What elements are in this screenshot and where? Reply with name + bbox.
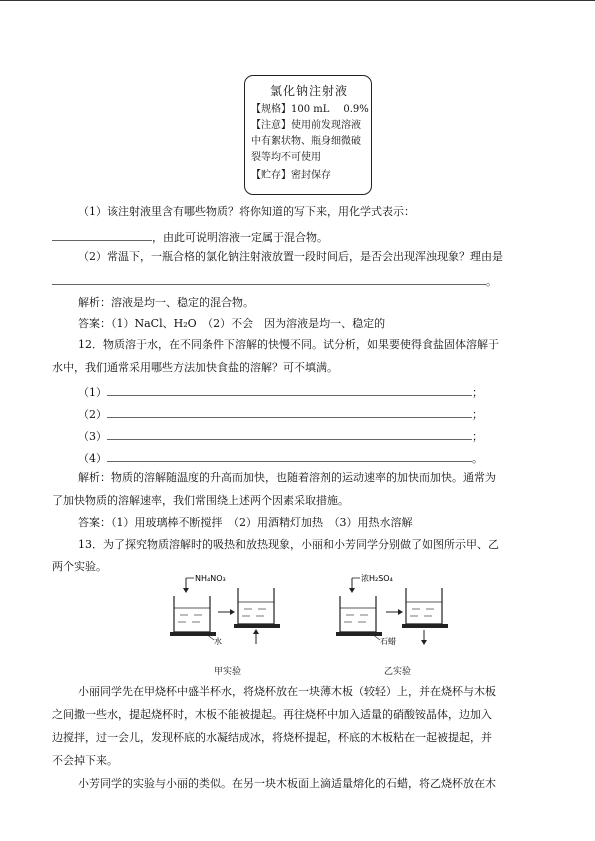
q13-para1-line2: 之间撒一些水，提起烧杯时，木板不能被提起。再往烧杯中加入适量的硝酸铵晶体，边加入: [52, 708, 492, 721]
board-left: [170, 632, 216, 636]
q2-answer-line: [52, 273, 497, 289]
transition-arrow-head: [230, 609, 235, 615]
q12-semicolon: ；: [472, 408, 483, 421]
q13-para2-line1: 小芳同学的实验与小丽的类似。在另一块木板面上滴适量熔化的石蜡，将乙烧杯放在木: [78, 777, 496, 790]
q11-answer: 答案：（1）NaCl、H₂O （2）不会 因为溶液是均一、稳定的: [78, 317, 386, 330]
beaker-right: [238, 588, 274, 624]
label-spec-value: 100 mL: [291, 104, 330, 115]
board-right: [234, 624, 280, 628]
q2-prompt: （2）常温下，一瓶合格的氯化钠注射液放置一段时间后，是否会出现浑浊现象？理由是: [78, 250, 503, 263]
q12-blank-label: （2）: [78, 408, 107, 421]
q12-blank-field[interactable]: [107, 384, 472, 396]
experiment-b-figure: [334, 568, 458, 660]
label-title: 氯化钠注射液: [269, 84, 348, 98]
lift-arrow-head: [253, 629, 259, 634]
fig-b-reagent: 浓H₂SO₄: [361, 574, 393, 583]
q2-blank[interactable]: [52, 273, 486, 285]
q12-blank-label: （1）: [78, 386, 107, 399]
q13-line2: 两个实验。: [52, 560, 107, 573]
fig-a-caption: 甲实验: [214, 667, 242, 677]
q12-analysis-line1: 解析：物质的溶解随温度的升高而加快，也随着溶剂的运动速率的加快而加快。通常为: [78, 471, 496, 484]
q12-answer: 答案：（1）用玻璃棒不断搅拌 （2）用酒精灯加热 （3）用热水溶解: [78, 516, 413, 529]
beaker-right: [406, 588, 442, 624]
q12-line1: 12．物质溶于水，在不同条件下溶解的快慢不同。试分析，如果要使得食盐固体溶解于: [78, 338, 499, 351]
label-caution-line1: 【注意】使用前发现溶液: [251, 120, 361, 131]
q12-line2: 水中，我们通常采用哪些方法加快食盐的溶解？可不填满。: [52, 361, 338, 374]
q13-para1-line1: 小丽同学先在甲烧杯中盛半杯水，将烧杯放在一块薄木板（较轻）上，并在烧杯与木板: [78, 685, 496, 698]
reagent-arrow-head: [183, 588, 189, 593]
q13-para1-line4: 不会掉下来。: [52, 754, 118, 767]
beaker-left: [174, 596, 210, 632]
q13-para1-line3: 边搅拌，过一会儿，发现杯底的水凝结成冰，将烧杯提起，杯底的木板粘在一起被提起，并: [52, 731, 492, 744]
q12-blank-row-3: [78, 428, 483, 444]
q12-analysis-line2: 了加快物质的溶解速率，我们常围绕上述两个因素采取措施。: [52, 494, 349, 507]
label-spec-row: [251, 104, 369, 116]
page-top-rule: [0, 0, 595, 1]
label-caution-line2: 中有絮状物、瓶身细微破: [251, 136, 361, 147]
q1-answer-line: [52, 229, 328, 245]
reagent-arrow-head: [349, 588, 355, 593]
q12-blank-row-2: [78, 406, 483, 422]
fig-a-reagent: NH₄NO₃: [195, 574, 226, 583]
q11-analysis: 解析：溶液是均一、稳定的混合物。: [78, 296, 254, 309]
beaker-left: [340, 596, 376, 632]
fall-arrow-head: [421, 640, 427, 645]
fig-b-label: 石蜡: [380, 637, 396, 646]
fig-b-caption: 乙实验: [384, 667, 412, 677]
label-spec-tag: 【规格】: [251, 104, 291, 115]
board-right: [402, 624, 448, 628]
q1-prompt: （1）该注射液里含有哪些物质？将你知道的写下来，用化学式表示：: [78, 205, 415, 218]
injection-label-card: [244, 75, 372, 195]
q1-tail: ，由此可说明溶液一定属于混合物。: [152, 231, 328, 244]
q2-end: 。: [486, 275, 497, 288]
q12-blank-label: （3）: [78, 430, 107, 443]
q12-blank-field[interactable]: [107, 406, 472, 418]
label-storage: 【贮存】密封保存: [251, 170, 331, 181]
board-left: [336, 632, 382, 636]
transition-arrow-head: [398, 609, 403, 615]
experiment-a-figure: [168, 568, 288, 660]
q12-period: 。: [472, 452, 483, 465]
q12-semicolon: ；: [472, 430, 483, 443]
label-spec-percent: 0.9%: [343, 104, 369, 115]
q1-blank[interactable]: [52, 229, 152, 241]
label-caution-line3: 裂等均不可使用: [251, 152, 321, 163]
q12-blank-row-4: [78, 450, 483, 466]
q13-line1: 13．为了探究物质溶解时的吸热和放热现象，小丽和小芳同学分别做了如图所示甲、乙: [78, 538, 499, 551]
fig-a-label: 水: [214, 637, 222, 646]
q12-blank-field[interactable]: [107, 428, 472, 440]
q12-blank-row-1: [78, 384, 483, 400]
q12-semicolon: ；: [472, 386, 483, 399]
q12-blank-field[interactable]: [107, 450, 472, 462]
q12-blank-label: （4）: [78, 452, 107, 465]
